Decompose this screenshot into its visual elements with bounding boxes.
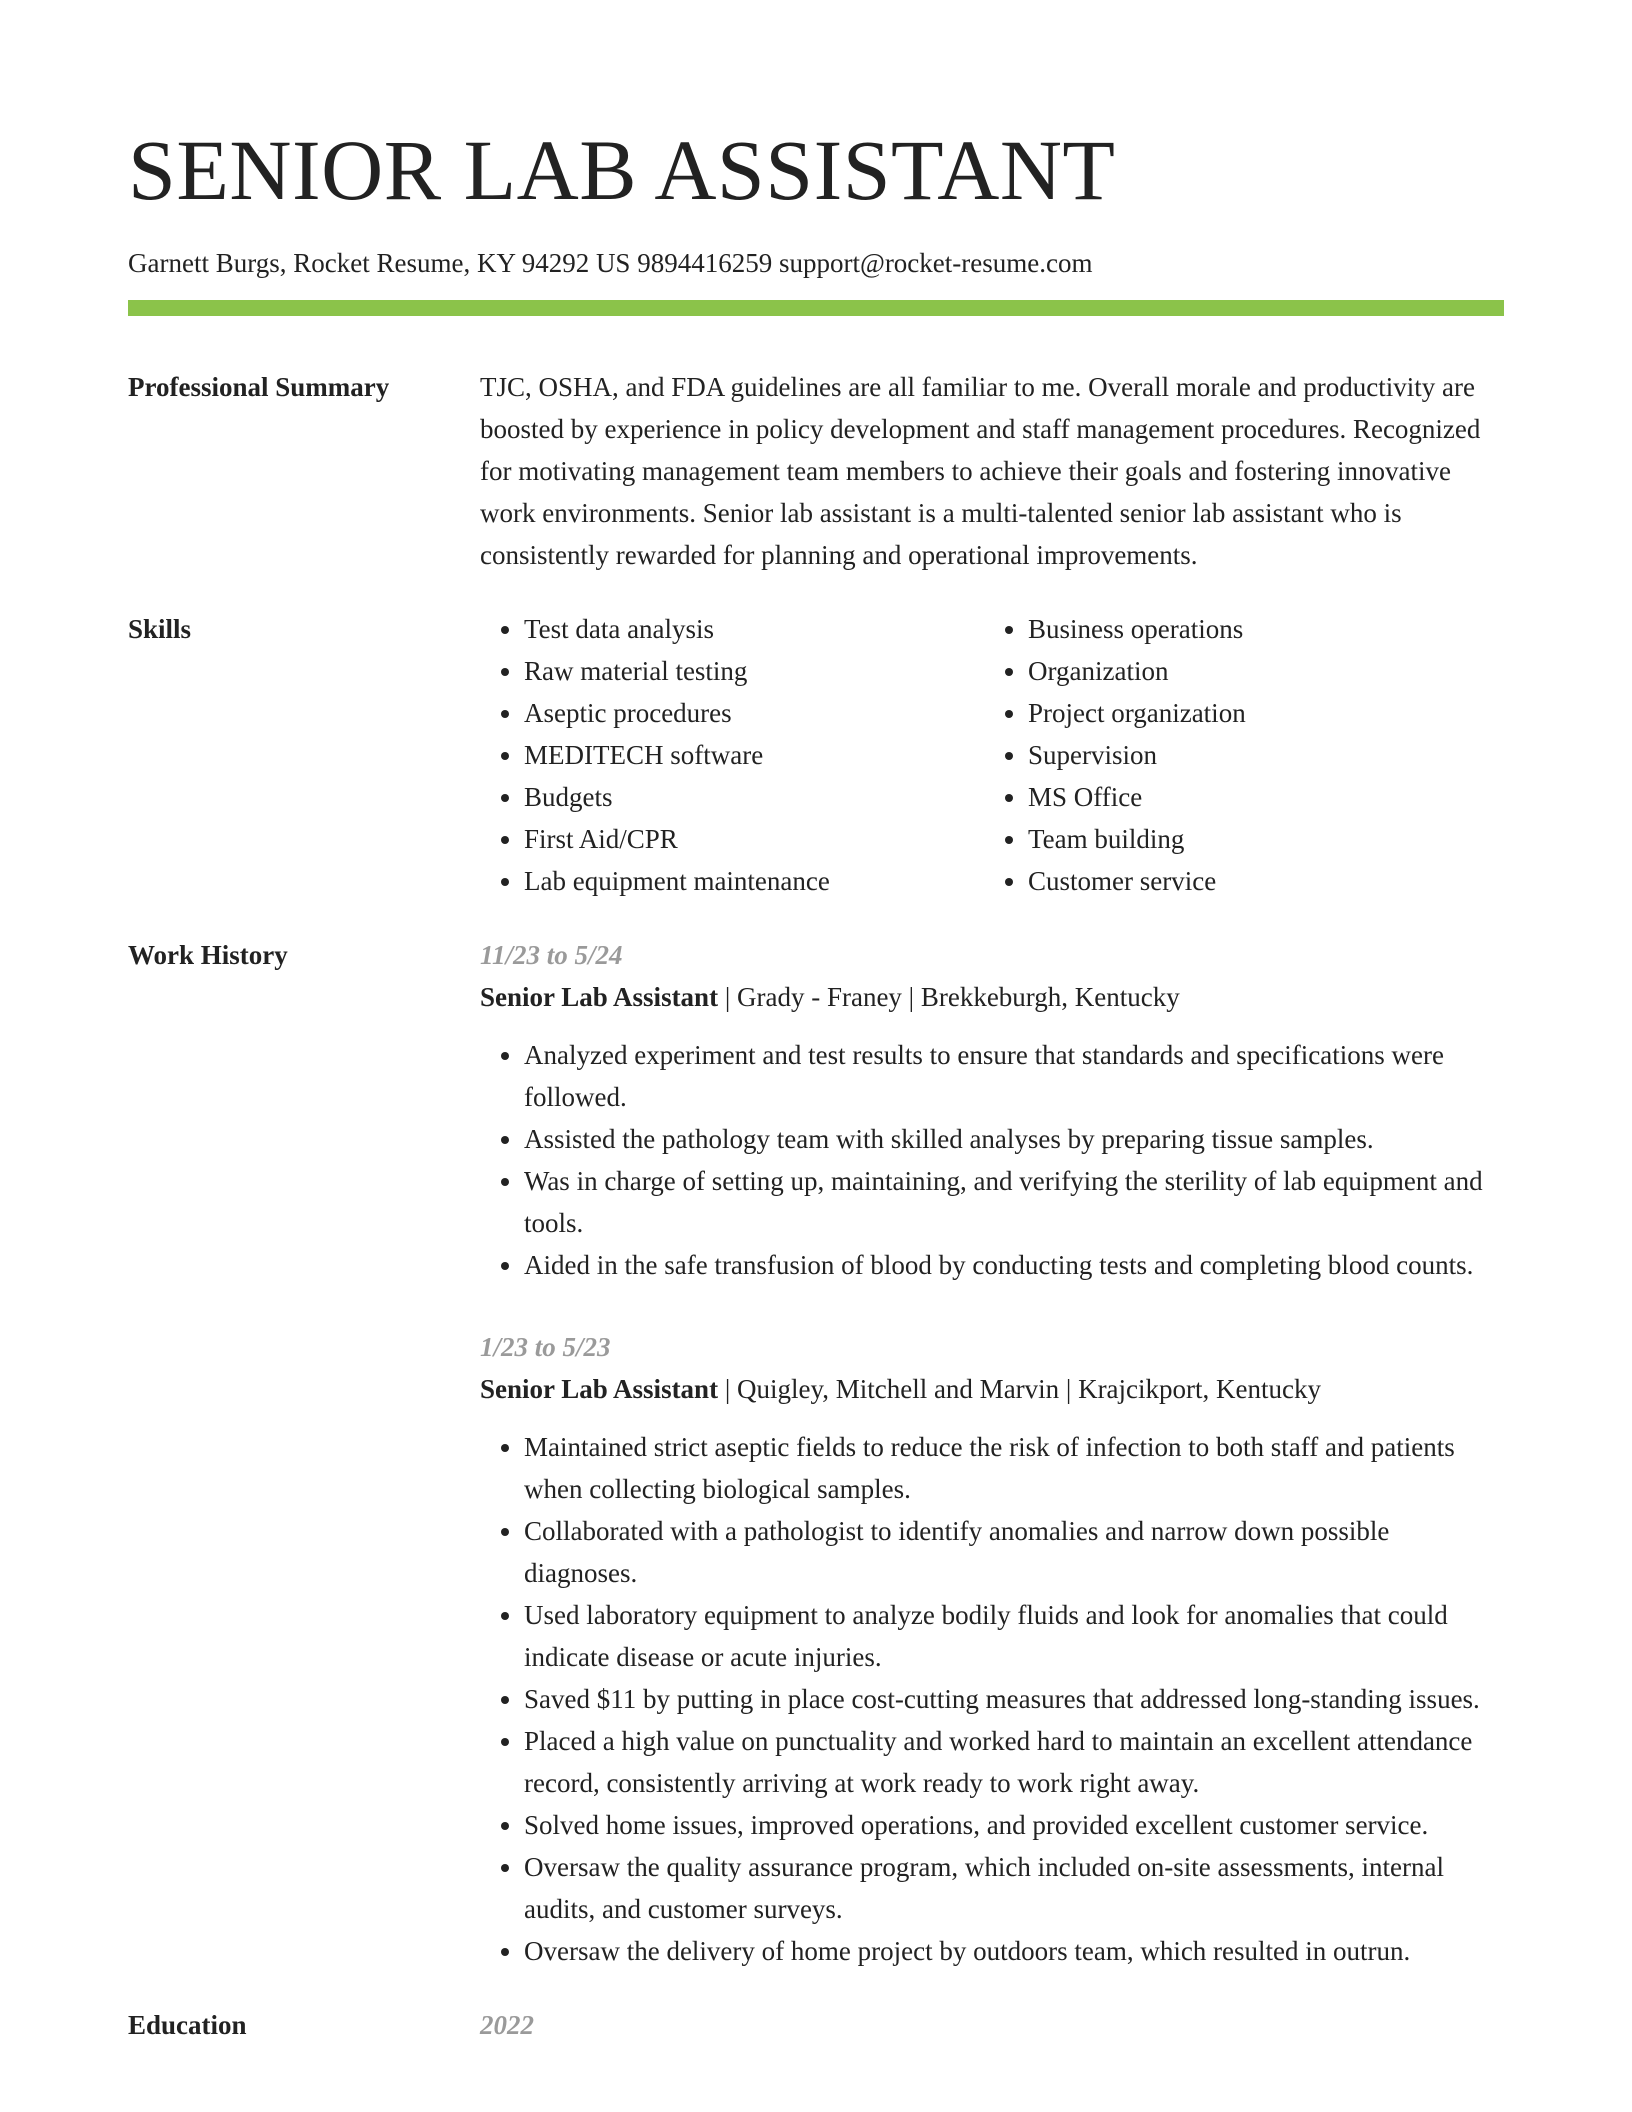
skill-item: • MS Office: [1028, 776, 1488, 818]
job-entry: [480, 934, 1504, 1286]
work-history-label: Work History: [128, 940, 288, 970]
skill-item: • MEDITECH software: [524, 734, 984, 776]
skill-item: • Raw material testing: [524, 650, 984, 692]
skills-label: Skills: [128, 614, 192, 644]
job-dates: 11/23 to 5/24: [480, 940, 623, 970]
job-role: Senior Lab Assistant: [480, 982, 719, 1012]
job-bullet: • Placed a high value on punctuality and worked hard to maintain an excellent attendance record, consistently arriving at work ready to work right away.: [524, 1720, 1504, 1804]
skill-item: • Test data analysis: [524, 608, 984, 650]
skill-item: • Supervision: [1028, 734, 1488, 776]
summary-section: [128, 366, 1504, 576]
job-bullet: • Analyzed experiment and test results to ensure that standards and specifications were followed.: [524, 1034, 1504, 1118]
skill-item: • Project organization: [1028, 692, 1488, 734]
resume-page: [128, 0, 1504, 2046]
resume-title: SENIOR LAB ASSISTANT: [128, 122, 1116, 218]
skills-right-list: [984, 608, 1488, 902]
job-bullet: • Oversaw the delivery of home project by outdoors team, which resulted in outrun.: [524, 1930, 1504, 1972]
job-bullet: • Maintained strict aseptic fields to reduce the risk of infection to both staff and patients when collecting biological samples.: [524, 1426, 1504, 1510]
education-year: 2022: [480, 2010, 534, 2040]
job-header: [480, 976, 1504, 1018]
summary-text: TJC, OSHA, and FDA guidelines are all familiar to me. Overall morale and productivity are boosted by experience in policy development and staff management procedures. Recognized for motivating management team members to achieve their goals and fostering innovative work environments. Senior lab assistant is a multi-talented senior lab assistant who is consistently rewarded for planning and operational improvements.: [480, 372, 1481, 570]
job-bullets: [480, 1034, 1504, 1286]
job-bullets: [480, 1426, 1504, 1972]
job-bullet: • Oversaw the quality assurance program, which included on-site assessments, internal audits, and customer surveys.: [524, 1846, 1504, 1930]
education-section: [128, 2004, 1504, 2046]
skills-left-list: [480, 608, 984, 902]
skill-item: • Organization: [1028, 650, 1488, 692]
job-bullet: • Assisted the pathology team with skilled analyses by preparing tissue samples.: [524, 1118, 1504, 1160]
job-dates: 1/23 to 5/23: [480, 1332, 611, 1362]
job-entry: [480, 1326, 1504, 1972]
job-details: | Grady - Franey | Brekkeburgh, Kentucky: [718, 982, 1180, 1012]
skill-item: • Budgets: [524, 776, 984, 818]
job-bullet: • Collaborated with a pathologist to identify anomalies and narrow down possible diagnoses.: [524, 1510, 1504, 1594]
skill-item: • Business operations: [1028, 608, 1488, 650]
job-role: Senior Lab Assistant: [480, 1374, 719, 1404]
skill-item: • Customer service: [1028, 860, 1488, 902]
skill-item: • First Aid/CPR: [524, 818, 984, 860]
accent-divider: [128, 300, 1504, 316]
summary-label: Professional Summary: [128, 372, 390, 402]
skill-item: • Lab equipment maintenance: [524, 860, 984, 902]
skills-section: [128, 608, 1504, 902]
job-bullet: • Aided in the safe transfusion of blood by conducting tests and completing blood counts.: [524, 1244, 1504, 1286]
education-label: Education: [128, 2010, 247, 2040]
job-details: | Quigley, Mitchell and Marvin | Krajcikport, Kentucky: [718, 1374, 1321, 1404]
skills-columns: [480, 608, 1504, 902]
job-bullet: • Was in charge of setting up, maintaining, and verifying the sterility of lab equipment and tools.: [524, 1160, 1504, 1244]
job-bullet: • Used laboratory equipment to analyze bodily fluids and look for anomalies that could indicate disease or acute injuries.: [524, 1594, 1504, 1678]
job-bullet: • Saved $11 by putting in place cost-cutting measures that addressed long-standing issues.: [524, 1678, 1504, 1720]
skill-item: • Team building: [1028, 818, 1488, 860]
contact-line: Garnett Burgs, Rocket Resume, KY 94292 US 9894416259 support@rocket-resume.com: [128, 248, 1093, 278]
job-header: [480, 1368, 1504, 1410]
work-history-section: [128, 934, 1504, 1972]
job-bullet: • Solved home issues, improved operations, and provided excellent customer service.: [524, 1804, 1504, 1846]
skill-item: • Aseptic procedures: [524, 692, 984, 734]
